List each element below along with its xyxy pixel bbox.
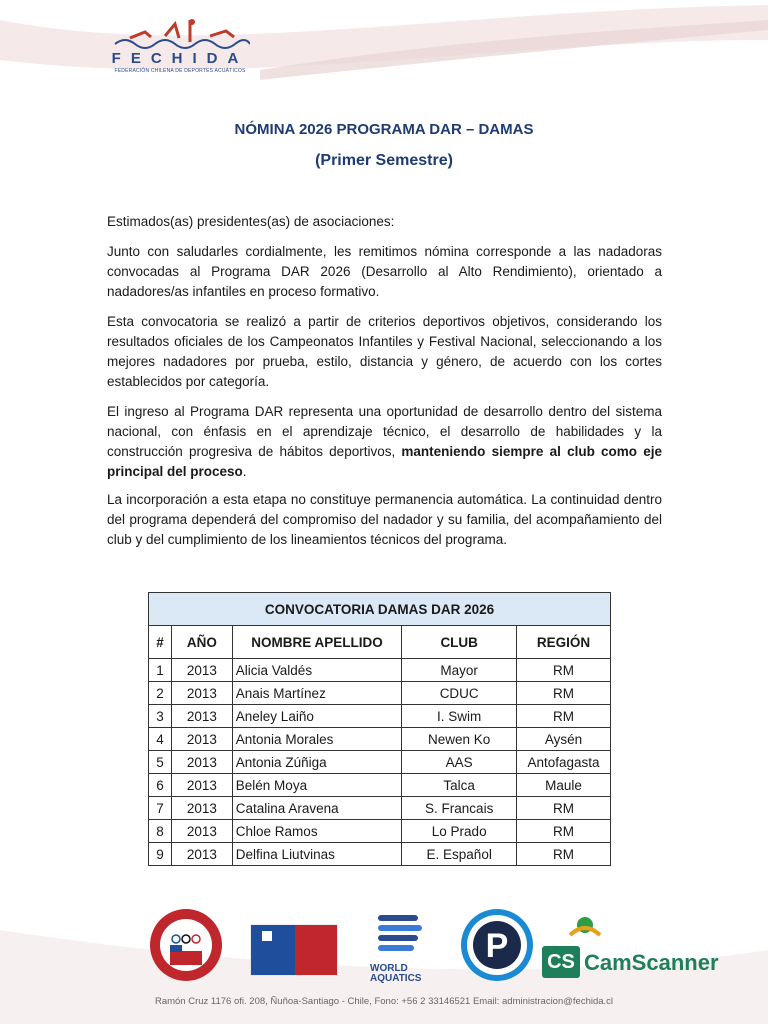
table-header-row (149, 626, 611, 659)
coch-olympic-logo (150, 909, 222, 981)
paragraph-4: La incorporación a esta etapa no constituye permanencia automática. La continuidad dentro del programa dependerá del compromiso del nadador y su familia, del acompañamiento del club y del cumplimiento de los lineamientos técnicos del programa. (107, 492, 662, 547)
row-region: RM (517, 659, 611, 682)
column-header: CLUB (402, 626, 517, 659)
fechida-logo-subtitle: FEDERACIÓN CHILENA DE DEPORTES ACUÁTICOS (114, 68, 246, 74)
panam-aquatics-logo (461, 909, 533, 981)
row-year: 2013 (171, 797, 232, 820)
row-club: Talca (402, 774, 517, 797)
column-header: # (149, 626, 172, 659)
row-club: S. Francais (402, 797, 517, 820)
table-row (149, 820, 611, 843)
greeting: Estimados(as) presidentes(as) de asociaciones: (107, 214, 395, 229)
paragraph-2: Esta convocatoria se realizó a partir de criterios deportivos objetivos, considerando los resultados oficiales de los Campeonatos Infantiles y Festival Nacional, seleccionando a los mejores nadadores por prueba, estilo, distancia y género, de acuerdo con los cortes establecidos por categoría. (107, 314, 662, 389)
row-club: I. Swim (402, 705, 517, 728)
camscanner-watermark: CamScanner (584, 950, 719, 975)
row-year: 2013 (171, 659, 232, 682)
row-region: RM (517, 843, 611, 866)
row-number: 8 (149, 820, 172, 843)
fechida-logo-text: FECHIDA (111, 50, 249, 67)
row-number: 6 (149, 774, 172, 797)
paragraph-3 (107, 402, 662, 482)
row-region: Maule (517, 774, 611, 797)
fechida-logo (110, 16, 250, 78)
row-number: 1 (149, 659, 172, 682)
row-name: Antonia Morales (232, 728, 402, 751)
row-name: Alicia Valdés (232, 659, 402, 682)
footer-address: Ramón Cruz 1176 ofi. 208, Ñuñoa-Santiago - Chile, Fono: +56 2 33146521 Email: administracion@fechida.cl (154, 996, 614, 1007)
roster-table (148, 592, 611, 866)
row-number: 5 (149, 751, 172, 774)
row-club: E. Español (402, 843, 517, 866)
paragraph-3-bold: manteniendo siempre al club como eje principal del proceso (107, 444, 662, 479)
row-number: 7 (149, 797, 172, 820)
paragraph-3-text: El ingreso al Programa DAR representa una oportunidad de desarrollo dentro del sistema nacional, con énfasis en el aprendizaje técnico, el desarrollo de habilidades y la construcción progresiva de hábitos deportivos, (107, 404, 662, 459)
row-number: 9 (149, 843, 172, 866)
svg-text:P: P (485, 927, 509, 965)
row-region: RM (517, 682, 611, 705)
row-name: Antonia Zúñiga (232, 751, 402, 774)
row-year: 2013 (171, 728, 232, 751)
table-row (149, 682, 611, 705)
world-aquatics-line2: AQUATICS (370, 973, 422, 984)
column-header: AÑO (171, 626, 232, 659)
row-region: Aysén (517, 728, 611, 751)
row-number: 3 (149, 705, 172, 728)
row-name: Belén Moya (232, 774, 402, 797)
table-row (149, 659, 611, 682)
document-subtitle: (Primer Semestre) (315, 152, 453, 169)
row-year: 2013 (171, 774, 232, 797)
consanat-logo (570, 917, 600, 935)
paragraph-3-end: . (242, 464, 247, 479)
row-region: RM (517, 705, 611, 728)
row-club: AAS (402, 751, 517, 774)
row-club: CDUC (402, 682, 517, 705)
document-title: NÓMINA 2026 PROGRAMA DAR – DAMAS (234, 121, 534, 138)
row-name: Aneley Laiño (232, 705, 402, 728)
row-name: Anais Martínez (232, 682, 402, 705)
ministerio-deporte-logo (251, 925, 337, 975)
table-row (149, 774, 611, 797)
table-row (149, 728, 611, 751)
row-region: Antofagasta (517, 751, 611, 774)
row-club: Mayor (402, 659, 517, 682)
row-region: RM (517, 820, 611, 843)
row-name: Delfina Liutvinas (232, 843, 402, 866)
row-name: Chloe Ramos (232, 820, 402, 843)
row-year: 2013 (171, 751, 232, 774)
camscanner-icon: CS (542, 946, 580, 978)
row-region: RM (517, 797, 611, 820)
row-name: Catalina Aravena (232, 797, 402, 820)
world-aquatics-logo (378, 915, 422, 951)
row-year: 2013 (171, 820, 232, 843)
row-number: 2 (149, 682, 172, 705)
row-number: 4 (149, 728, 172, 751)
world-aquatics-text (370, 964, 421, 984)
row-club: Newen Ko (402, 728, 517, 751)
world-aquatics-line1: WORLD (370, 963, 408, 974)
table-caption: CONVOCATORIA DAMAS DAR 2026 (149, 593, 611, 626)
table-row (149, 705, 611, 728)
table-row (149, 751, 611, 774)
row-year: 2013 (171, 682, 232, 705)
table-body (149, 659, 611, 866)
swimmers-icon (110, 16, 250, 52)
paragraph-1: Junto con saludarles cordialmente, les remitimos nómina corresponde a las nadadoras convocadas al Programa DAR 2026 (Desarrollo al Alto Rendimiento), orientado a nadadores/as infantiles en proceso formativo. (107, 244, 662, 299)
row-year: 2013 (171, 843, 232, 866)
table-row (149, 843, 611, 866)
row-year: 2013 (171, 705, 232, 728)
column-header: REGIÓN (517, 626, 611, 659)
column-header: NOMBRE APELLIDO (232, 626, 402, 659)
row-club: Lo Prado (402, 820, 517, 843)
table-row (149, 797, 611, 820)
